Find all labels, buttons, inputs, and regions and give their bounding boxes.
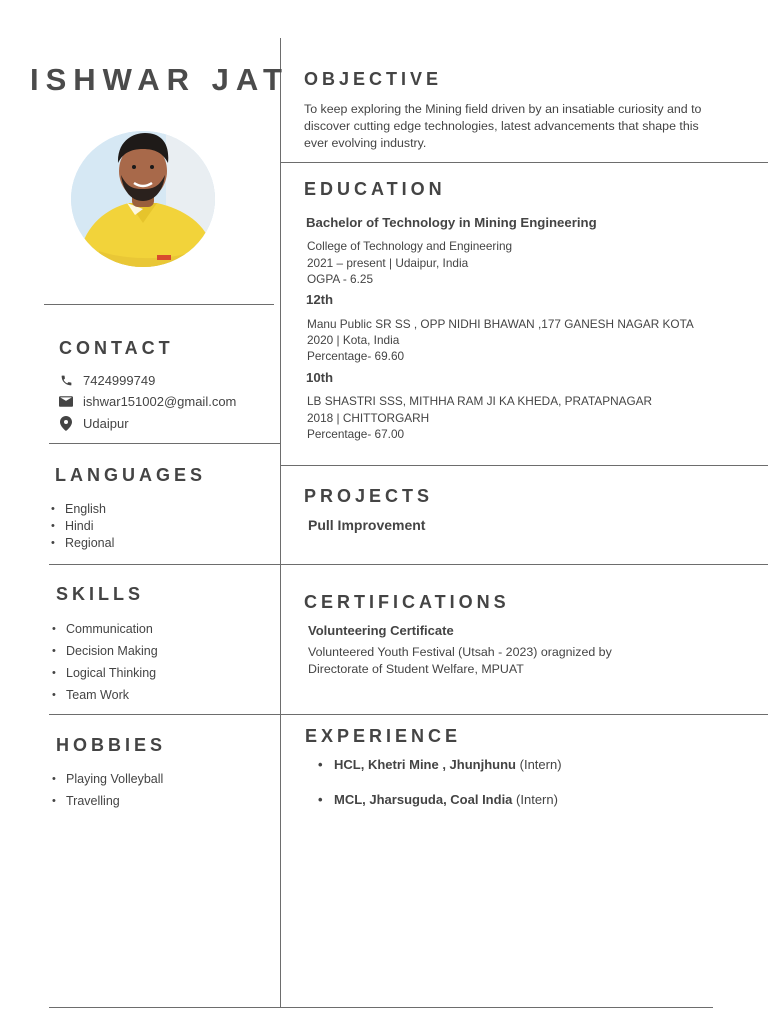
ogpa: OGPA - 6.25 — [307, 272, 374, 286]
hobbies-heading: HOBBIES — [56, 735, 167, 755]
objective-heading: OBJECTIVE — [304, 69, 443, 89]
location-pin-icon — [58, 415, 74, 431]
twelfth-title: 12th — [306, 292, 334, 307]
certificate-name: Volunteering Certificate — [308, 623, 454, 638]
experience-role: (Intern) — [516, 792, 558, 807]
project-item: Pull Improvement — [308, 517, 426, 533]
tenth-percentage: Percentage- 67.00 — [307, 427, 405, 441]
certificate-description: Volunteered Youth Festival (Utsah - 2023) oragnized by Directorate of Student Welfare, MPUAT — [308, 645, 612, 676]
experience-org: MCL, Jharsuguda, Coal India — [334, 792, 513, 807]
objective-text: To keep exploring the Mining field driven by an insatiable curiosity and to discover cutting edge technologies, latest advancements that shape this ever evolving industry. — [304, 102, 702, 150]
list-item: • Communication — [50, 618, 158, 640]
skills-heading: SKILLS — [56, 584, 145, 604]
twelfth-school: Manu Public SR SS , OPP NIDHI BHAWAN ,177 GANESH NAGAR KOTA — [307, 317, 694, 331]
contact-phone-row — [58, 372, 155, 388]
contact-email-row — [58, 393, 236, 409]
divider-photo-bottom — [44, 304, 274, 305]
divider-education-bottom — [280, 465, 768, 466]
divider-languages-bottom — [49, 564, 768, 565]
list-item — [318, 792, 562, 807]
list-item: • Decision Making — [50, 640, 158, 662]
divider-objective-bottom — [280, 162, 768, 163]
experience-heading: EXPERIENCE — [305, 726, 462, 746]
experience-role: (Intern) — [519, 757, 562, 772]
contact-phone[interactable]: 7424999749 — [83, 372, 156, 388]
contact-heading: CONTACT — [59, 338, 174, 358]
tenth-school: LB SHASTRI SSS, MITHHA RAM JI KA KHEDA, PRATAPNAGAR — [307, 394, 653, 408]
email-icon — [58, 393, 74, 409]
experience-org: HCL, Khetri Mine , Jhunjhunu — [334, 757, 516, 772]
twelfth-year: 2020 | Kota, India — [307, 333, 400, 347]
list-item — [318, 757, 562, 772]
profile-photo — [71, 131, 215, 267]
hobbies-list — [50, 768, 163, 812]
list-item: • Logical Thinking — [50, 662, 158, 684]
experience-list — [318, 757, 562, 807]
divider-contact-bottom — [49, 443, 280, 444]
center-vertical-divider — [280, 38, 281, 1008]
tenth-year: 2018 | CHITTORGARH — [307, 411, 430, 425]
divider-skills-bottom — [49, 714, 768, 715]
college-name: College of Technology and Engineering — [307, 239, 513, 253]
contact-email[interactable]: ishwar151002@gmail.com — [83, 393, 237, 409]
languages-list — [49, 501, 114, 552]
college-years: 2021 – present | Udaipur, India — [307, 256, 469, 270]
languages-heading: LANGUAGES — [55, 465, 207, 485]
tenth-title: 10th — [306, 370, 334, 385]
list-item: • Playing Volleyball — [50, 768, 163, 790]
contact-location: Udaipur — [83, 415, 129, 431]
list-item: • Regional — [49, 535, 114, 552]
projects-heading: PROJECTS — [304, 486, 434, 506]
education-heading: EDUCATION — [304, 179, 446, 199]
certifications-heading: CERTIFICATIONS — [304, 592, 510, 612]
list-item: • Team Work — [50, 684, 158, 706]
divider-page-bottom — [49, 1007, 713, 1008]
person-name: ISHWAR JAT — [30, 62, 289, 97]
skills-list — [50, 618, 158, 706]
phone-icon — [58, 372, 74, 388]
contact-location-row — [58, 415, 129, 431]
list-item: • Travelling — [50, 790, 163, 812]
twelfth-percentage: Percentage- 69.60 — [307, 349, 405, 363]
degree-title: Bachelor of Technology in Mining Engineering — [306, 215, 597, 230]
list-item: • English — [49, 501, 114, 518]
list-item: • Hindi — [49, 518, 114, 535]
